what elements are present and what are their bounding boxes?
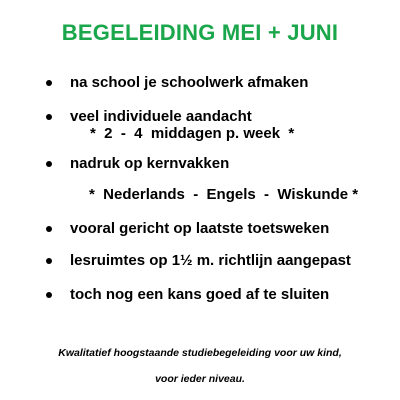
- subjects-line: * Nederlands - Engels - Wiskunde *: [89, 186, 359, 203]
- bullet-dot-icon: [46, 161, 52, 167]
- bullet-dot-icon: [46, 80, 52, 86]
- bullet-dot-icon: [46, 114, 52, 120]
- footer-line-1: Kwalitatief hoogstaande studiebegeleiding voor uw kind,: [58, 347, 342, 359]
- bullet-dot-icon: [46, 226, 52, 232]
- footer-line-2: voor ieder niveau.: [155, 373, 245, 385]
- flyer-title: BEGELEIDING MEI + JUNI: [61, 20, 339, 45]
- bullet-text: na school je schoolwerk afmaken: [70, 74, 309, 91]
- bullet-text: nadruk op kernvakken: [70, 155, 230, 172]
- bullet-dot-icon: [46, 292, 52, 298]
- bullet-text: toch nog een kans goed af te sluiten: [70, 286, 330, 303]
- bullet-text: veel individuele aandacht: [70, 108, 252, 125]
- bullet-text: vooral gericht op laatste toetsweken: [70, 220, 330, 237]
- bullet-text: lesruimtes op 1½ m. richtlijn aangepast: [70, 252, 351, 269]
- schedule-line: * 2 - 4 middagen p. week *: [90, 125, 295, 142]
- bullet-dot-icon: [46, 258, 52, 264]
